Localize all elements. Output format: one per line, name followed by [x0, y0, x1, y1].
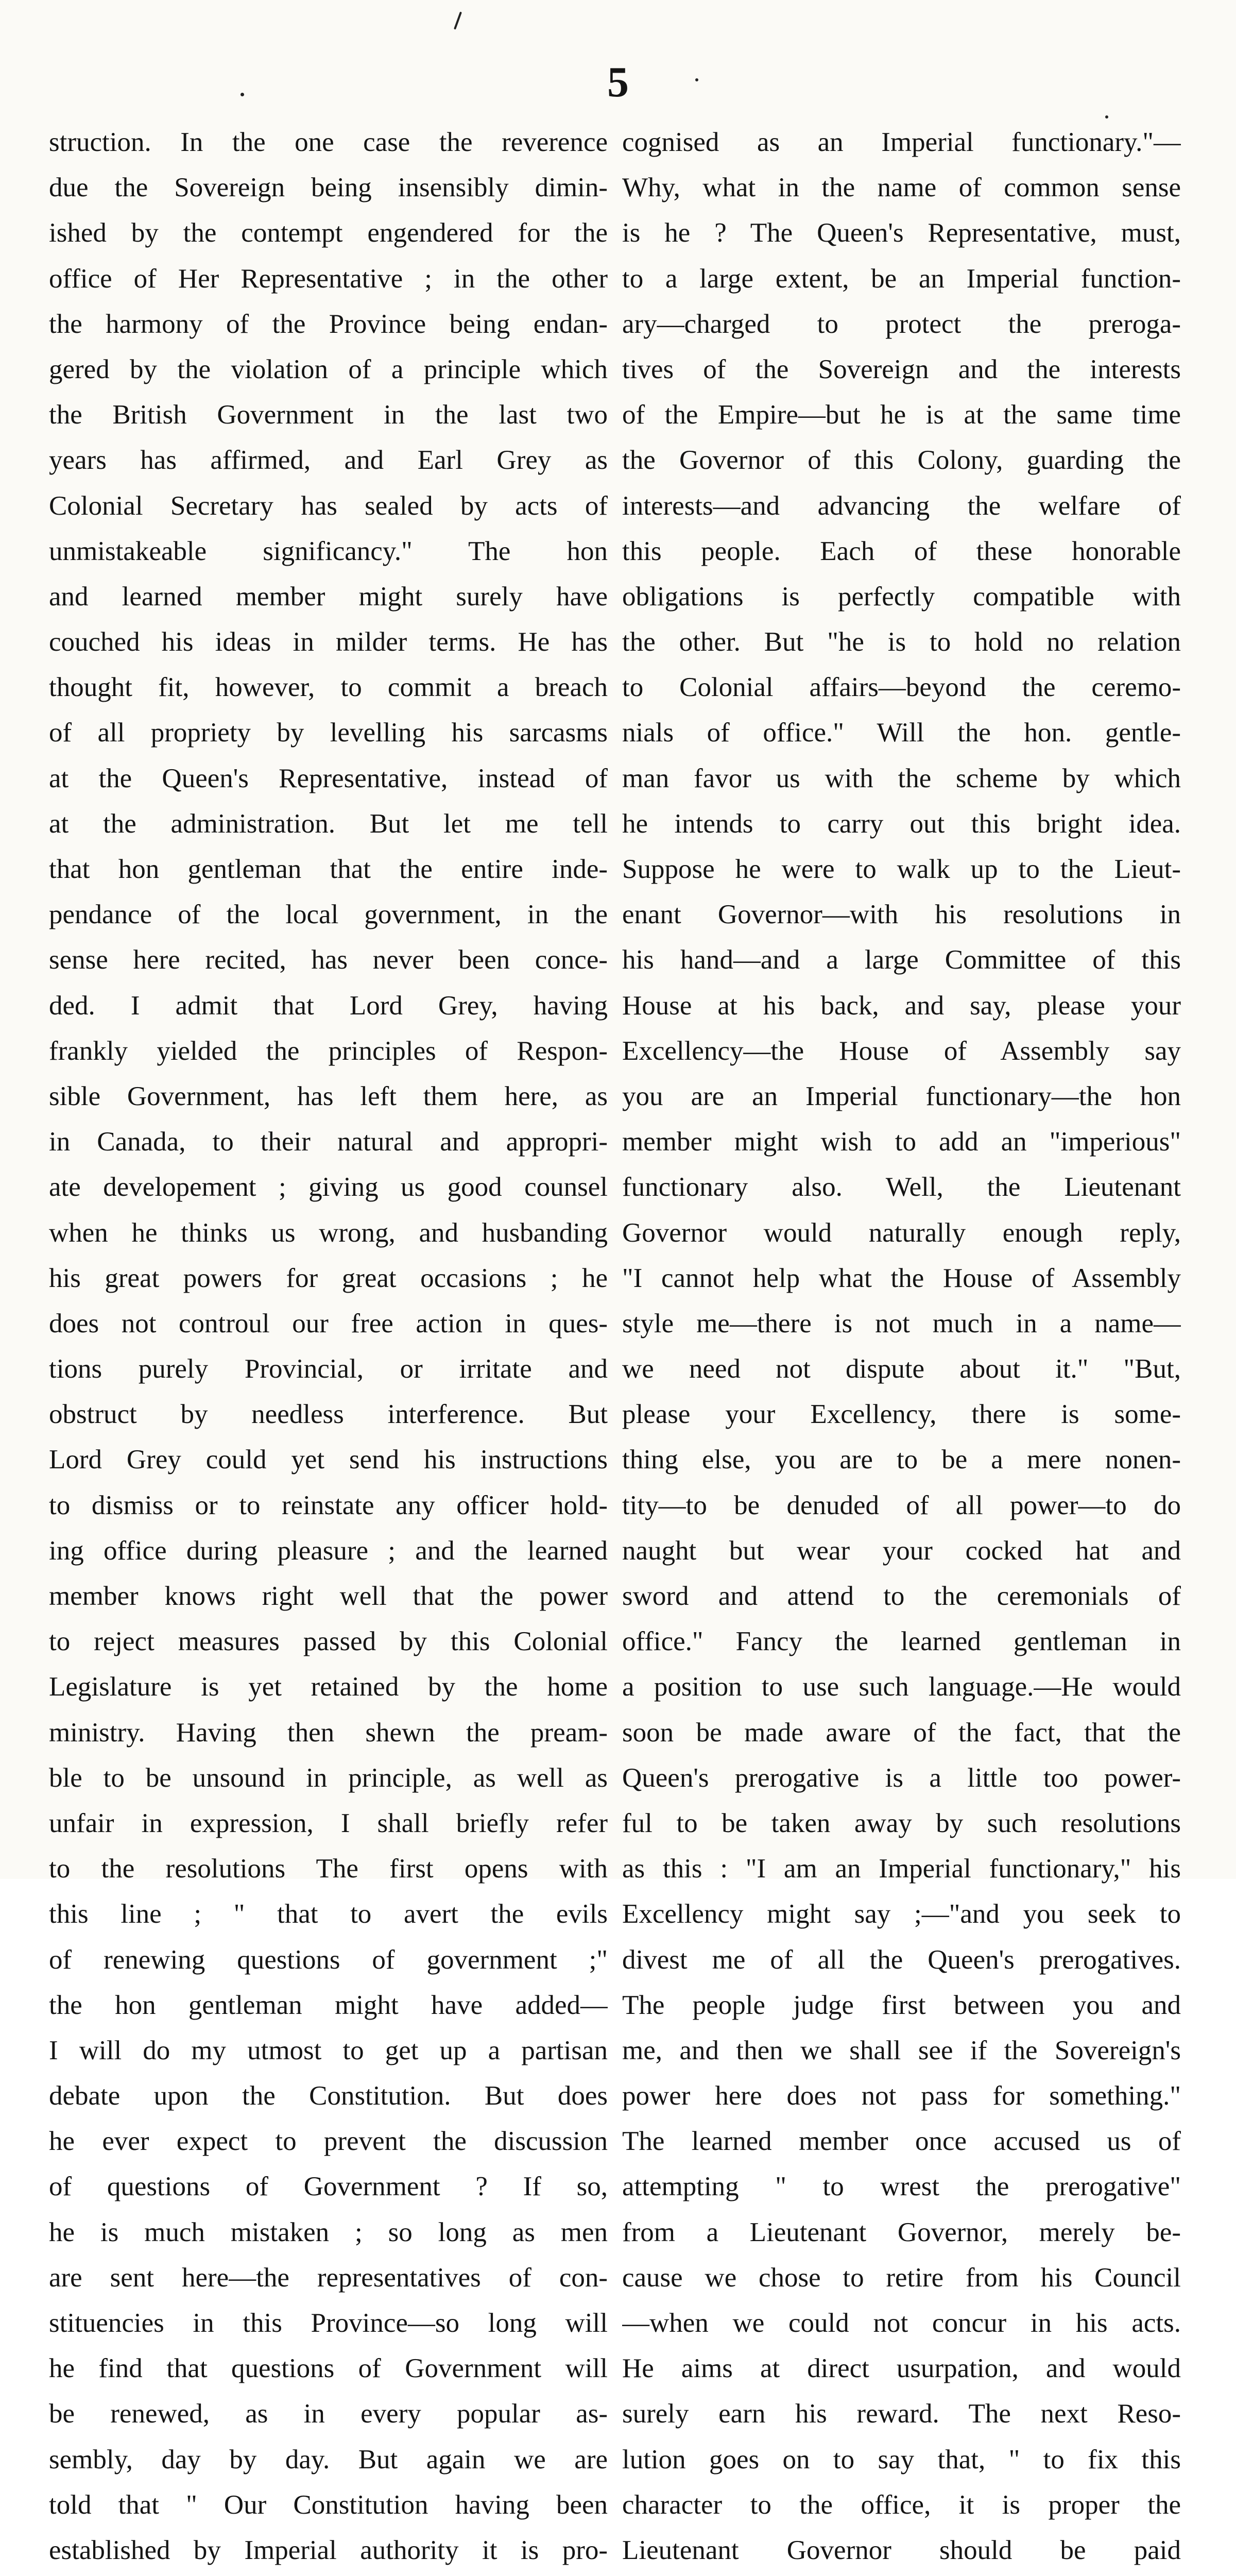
text-line: to Colonial affairs—beyond the ceremo-: [622, 672, 1181, 703]
text-line: sword and attend to the ceremonials of: [622, 1581, 1181, 1611]
text-line: power here does not pass for something.": [622, 2081, 1181, 2111]
text-line: The people judge first between you and: [622, 1990, 1181, 2020]
text-line: cognised as an Imperial functionary."—: [622, 127, 1181, 157]
text-line: please your Excellency, there is some-: [622, 1399, 1181, 1430]
text-line: debate upon the Constitution. But does: [49, 2081, 608, 2111]
text-line: be renewed, as in every popular as-: [49, 2399, 608, 2429]
text-line: we need not dispute about it." "But,: [622, 1354, 1181, 1384]
text-line: of all propriety by levelling his sarcasms: [49, 718, 608, 748]
text-line: his hand—and a large Committee of this: [622, 945, 1181, 975]
ink-speck: [241, 93, 244, 96]
ink-speck: [1105, 115, 1108, 118]
text-line: at the Queen's Representative, instead of: [49, 763, 608, 793]
text-line: member might wish to add an "imperious": [622, 1127, 1181, 1157]
text-line: cause we chose to retire from his Council: [622, 2262, 1181, 2293]
text-line: of questions of Government ? If so,: [49, 2172, 608, 2202]
text-line: is he ? The Queen's Representative, must,: [622, 218, 1181, 248]
text-line: to the resolutions The first opens with: [49, 1854, 608, 1884]
text-line: gered by the violation of a principle which: [49, 354, 608, 384]
text-line: man favor us with the scheme by which: [622, 763, 1181, 793]
text-line: thing else, you are to be a mere nonen-: [622, 1445, 1181, 1475]
text-line: frankly yielded the principles of Respon-: [49, 1036, 608, 1066]
text-line: established by Imperial authority it is pro-: [49, 2535, 608, 2565]
text-line: ate developement ; giving us good counsel: [49, 1172, 608, 1202]
text-line: Legislature is yet retained by the home: [49, 1672, 608, 1702]
text-line: you are an Imperial functionary—the hon: [622, 1081, 1181, 1111]
text-line: nials of office." Will the hon. gentle-: [622, 718, 1181, 748]
text-line: attempting " to wrest the prerogative": [622, 2172, 1181, 2202]
text-line: Governor would naturally enough reply,: [622, 1217, 1181, 1248]
text-line: tity—to be denuded of all power—to do: [622, 1490, 1181, 1520]
text-line: obligations is perfectly compatible with: [622, 581, 1181, 612]
text-line: unmistakeable significancy." The hon: [49, 536, 608, 566]
text-line: Lord Grey could yet send his instructions: [49, 1445, 608, 1475]
text-line: he intends to carry out this bright idea.: [622, 808, 1181, 839]
text-line: Why, what in the name of common sense: [622, 173, 1181, 203]
text-line: lution goes on to say that, " to fix this: [622, 2444, 1181, 2475]
text-line: obstruct by needless interference. But: [49, 1399, 608, 1430]
text-line: Queen's prerogative is a little too power-: [622, 1762, 1181, 1793]
text-line: me, and then we shall see if the Sovereign's: [622, 2035, 1181, 2065]
text-line: tives of the Sovereign and the interests: [622, 354, 1181, 384]
text-line: the Governor of this Colony, guarding the: [622, 445, 1181, 476]
text-line: when he thinks us wrong, and husbanding: [49, 1217, 608, 1248]
text-line: to a large extent, be an Imperial function-: [622, 263, 1181, 294]
text-line: years has affirmed, and Earl Grey as: [49, 445, 608, 476]
text-line: divest me of all the Queen's prerogatives.: [622, 1944, 1181, 1975]
text-line: in Canada, to their natural and appropri-: [49, 1127, 608, 1157]
text-line: of the Empire—but he is at the same time: [622, 400, 1181, 430]
text-line: the hon gentleman might have added—: [49, 1990, 608, 2020]
text-line: naught but wear your cocked hat and: [622, 1535, 1181, 1566]
text-line: member knows right well that the power: [49, 1581, 608, 1611]
text-line: House at his back, and say, please your: [622, 990, 1181, 1021]
text-line: Colonial Secretary has sealed by acts of: [49, 490, 608, 521]
text-line: he ever expect to prevent the discussion: [49, 2126, 608, 2157]
text-line: this line ; " that to avert the evils: [49, 1899, 608, 1929]
text-line: [49, 2573, 608, 2576]
text-line: that hon gentleman that the entire inde-: [49, 854, 608, 884]
text-line: a position to use such language.—He would: [622, 1672, 1181, 1702]
text-line: at the administration. But let me tell: [49, 808, 608, 839]
text-line: does not controul our free action in ques-: [49, 1308, 608, 1338]
text-line: Excellency might say ;—"and you seek to: [622, 1899, 1181, 1929]
text-line: pendance of the local government, in the: [49, 900, 608, 930]
text-line: office." Fancy the learned gentleman in: [622, 1626, 1181, 1657]
text-line: "I cannot help what the House of Assembly: [622, 1263, 1181, 1293]
left-column: [49, 120, 608, 2576]
text-line: couched his ideas in milder terms. He has: [49, 627, 608, 657]
text-line: functionary also. Well, the Lieutenant: [622, 1172, 1181, 1202]
text-line: as this : "I am an Imperial functionary," his: [622, 1854, 1181, 1884]
text-line: Excellency—the House of Assembly say: [622, 1036, 1181, 1066]
text-line: his great powers for great occasions ; he: [49, 1263, 608, 1293]
text-line: due the Sovereign being insensibly dimin-: [49, 173, 608, 203]
text-line: ded. I admit that Lord Grey, having: [49, 990, 608, 1021]
text-line: office of Her Representative ; in the other: [49, 263, 608, 294]
text-line: of renewing questions of government ;": [49, 1944, 608, 1975]
text-line: Lieutenant Governor should be paid: [622, 2535, 1181, 2565]
text-line: struction. In the one case the reverence: [49, 127, 608, 157]
text-line: ble to be unsound in principle, as well as: [49, 1762, 608, 1793]
text-line: I will do my utmost to get up a partisan: [49, 2035, 608, 2065]
right-column: [622, 120, 1181, 2576]
ink-speck: [695, 78, 698, 81]
text-line: interests—and advancing the welfare of: [622, 490, 1181, 521]
text-line: ary—charged to protect the preroga-: [622, 309, 1181, 339]
text-line: [622, 2573, 1181, 2576]
text-line: tions purely Provincial, or irritate and: [49, 1354, 608, 1384]
text-line: style me—there is not much in a name—: [622, 1308, 1181, 1338]
text-line: ing office during pleasure ; and the learned: [49, 1535, 608, 1566]
text-line: unfair in expression, I shall briefly refer: [49, 1808, 608, 1838]
text-line: ful to be taken away by such resolutions: [622, 1808, 1181, 1838]
text-line: the other. But "he is to hold no relation: [622, 627, 1181, 657]
text-line: to dismiss or to reinstate any officer hold-: [49, 1490, 608, 1520]
text-line: the harmony of the Province being endan-: [49, 309, 608, 339]
text-line: this people. Each of these honorable: [622, 536, 1181, 566]
text-line: he find that questions of Government will: [49, 2353, 608, 2384]
text-line: enant Governor—with his resolutions in: [622, 900, 1181, 930]
text-line: from a Lieutenant Governor, merely be-: [622, 2217, 1181, 2247]
text-line: stituencies in this Province—so long will: [49, 2308, 608, 2338]
text-line: Suppose he were to walk up to the Lieut-: [622, 854, 1181, 884]
text-line: sembly, day by day. But again we are: [49, 2444, 608, 2475]
text-line: The learned member once accused us of: [622, 2126, 1181, 2157]
text-line: sense here recited, has never been conce-: [49, 945, 608, 975]
text-line: ministry. Having then shewn the pream-: [49, 1717, 608, 1748]
text-line: he is much mistaken ; so long as men: [49, 2217, 608, 2247]
text-line: told that " Our Constitution having been: [49, 2489, 608, 2520]
text-line: character to the office, it is proper the: [622, 2489, 1181, 2520]
text-line: ished by the contempt engendered for the: [49, 218, 608, 248]
text-line: He aims at direct usurpation, and would: [622, 2353, 1181, 2384]
text-line: the British Government in the last two: [49, 400, 608, 430]
text-line: soon be made aware of the fact, that the: [622, 1717, 1181, 1748]
text-line: sible Government, has left them here, as: [49, 1081, 608, 1111]
text-line: are sent here—the representatives of con-: [49, 2262, 608, 2293]
text-line: to reject measures passed by this Colonial: [49, 1626, 608, 1657]
text-line: and learned member might surely have: [49, 581, 608, 612]
text-line: thought fit, however, to commit a breach: [49, 672, 608, 703]
ink-mark: [454, 11, 462, 29]
text-line: surely earn his reward. The next Reso-: [622, 2399, 1181, 2429]
page-number: 5: [607, 58, 629, 106]
text-line: —when we could not concur in his acts.: [622, 2308, 1181, 2338]
